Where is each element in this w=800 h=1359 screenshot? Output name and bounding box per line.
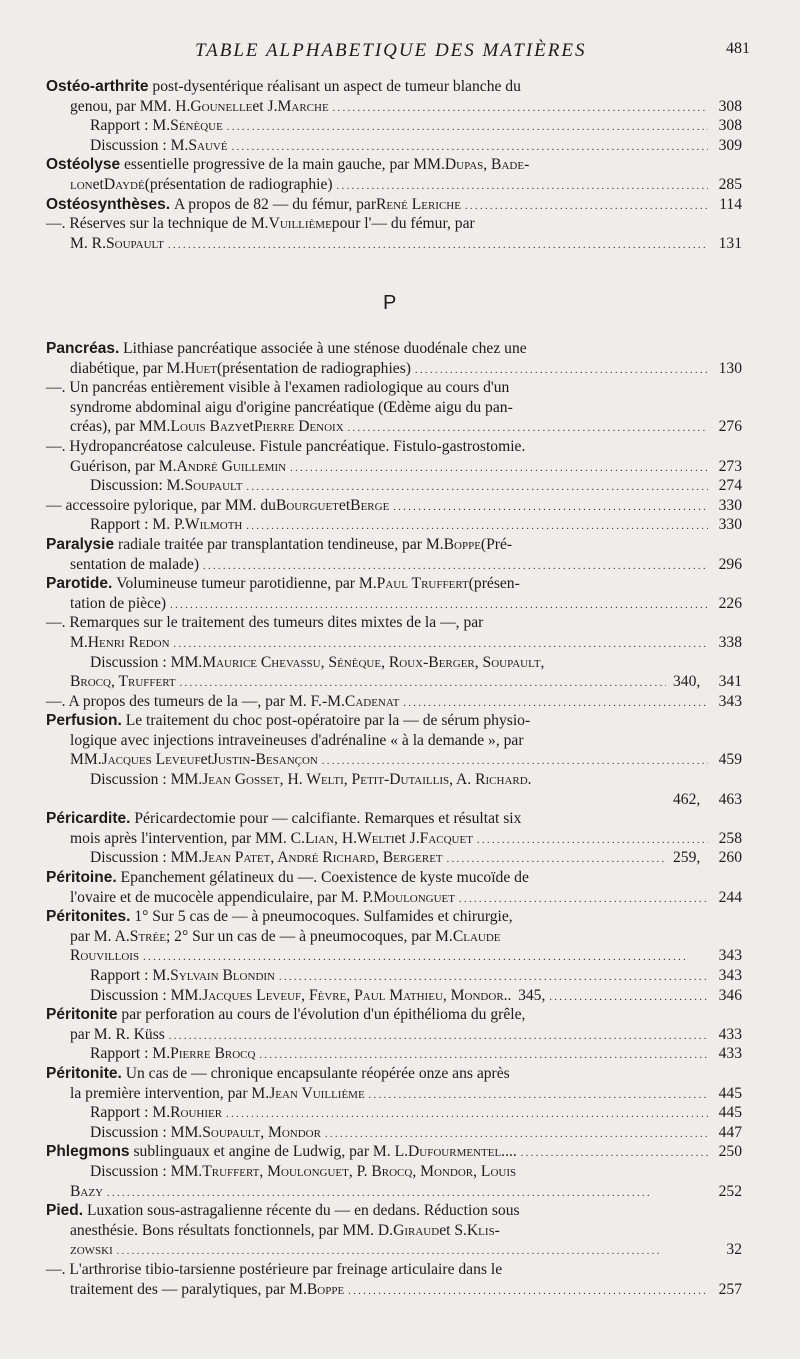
page-ref: 341 <box>718 673 742 691</box>
page-ref: 32 <box>726 1241 742 1259</box>
page-ref: 226 <box>718 594 742 612</box>
page-number: 481 <box>726 40 750 57</box>
entry-keyword: Perfusion. <box>46 712 122 730</box>
page-ref: 273 <box>718 457 742 475</box>
entry-keyword: Phlegmons <box>46 1143 130 1161</box>
entry-keyword: Péritonite <box>46 1006 118 1024</box>
page-ref: 463 <box>718 790 742 808</box>
page-ref: 447 <box>718 1123 742 1141</box>
page-ref: 345, <box>518 986 546 1004</box>
page-ref: 274 <box>718 477 742 495</box>
page-ref: 343 <box>718 947 742 965</box>
page-ref: 343 <box>718 692 742 710</box>
index-entry: Ostéolyse essentielle progressive de la main gauche, par MM. Dupas, Bade- lon et Daydé (présentation de radiographie) . . . 285 <box>46 155 742 194</box>
index-entry: Pied. Luxation sous-astragalienne récente du — en dedans. Réduction sous anesthésie. Bons résultats fonctionnels, par MM. D. Giraud et S. Klis- zowski . . . 32 —. L'arthrorise tibio-tarsienne postérieure par freinage articulaire dans le traitement des — paralytiques, par M. Boppe . . . 257 <box>46 1201 742 1299</box>
page-ref: 338 <box>718 633 742 651</box>
page-header <box>150 40 750 64</box>
index-entry: Péritoine. Epanchement gélatineux du —. Coexistence de kyste mucoïde de l'ovaire et de mucocèle appendiculaire, par M. P. Moulonguet . . . 244 <box>46 868 742 907</box>
index-entry: Pancréas. Lithiase pancréatique associée à une sténose duodénale chez une diabétique, par M. Huet (présentation de radiographies) . . . 130 —. Un pancréas entièrement visible à l'examen radiologique au cours d'un syndrome abdominal aigu d'origine pancréatique (Œdème aigu du pan- créas), par MM. Louis Bazy et Pierre Denoix . . . 276 —. Hydropancréatose calculeuse. Fistule pancréatique. Fistulo-gastrostomie. Guérison, par M. André Guillemin . . . 273 Discussion: M. Soupault . . . 274 — accessoire pylorique, par MM. du Bourguet et Berge . . . 330 Rapport : M. P. Wilmoth . . . 330 <box>46 339 742 535</box>
entry-keyword: Ostéosynthèses. <box>46 195 171 213</box>
page-ref: 285 <box>718 175 742 193</box>
page-ref: 330 <box>718 496 742 514</box>
page-ref: 259, <box>673 849 701 867</box>
entry-keyword: Péritoine. <box>46 869 117 887</box>
entry-keyword: Pied. <box>46 1202 84 1220</box>
page-ref: 308 <box>718 97 742 115</box>
index-entry: Péritonite par perforation au cours de l'évolution d'un épithélioma du grêle, par M. R. Küss . . . 433 Rapport : M. Pierre Brocq . . . 433 <box>46 1005 742 1064</box>
page-ref: 433 <box>718 1045 742 1063</box>
entry-keyword: Péricardite. <box>46 810 131 828</box>
page-ref: 276 <box>718 418 742 436</box>
page-ref: 296 <box>718 555 742 573</box>
index-p-block <box>46 339 742 1299</box>
page-ref: 308 <box>718 117 742 135</box>
index-entry: Paralysie radiale traitée par transplantation tendineuse, par M. Boppe (Pré- sentation de malade) . . . 296 <box>46 535 742 574</box>
running-title: TABLE ALPHABETIQUE DES MATIÈRES <box>195 40 587 61</box>
page-ref: 131 <box>718 234 742 252</box>
page-ref: 445 <box>718 1104 742 1122</box>
page-ref: 252 <box>718 1182 742 1200</box>
index-entry: Ostéosynthèses. A propos de 82 — du fémur, par René Leriche . . . 114 —. Réserves sur la technique de M. Vuillième pour l'— du fémur, par M. R. Soupault . . . 131 <box>46 195 742 254</box>
index-entry: Péricardite. Péricardectomie pour — calcifiante. Remarques et résultat six mois après l'intervention, par MM. C. Lian , H. Welti et J. Facquet . . . 258 Discussion : MM. Jean Patet, André Richard, Bergeret . . . 259, 260 <box>46 809 742 868</box>
page-ref: 309 <box>718 136 742 154</box>
section-letter: P <box>383 292 397 314</box>
page-ref: 445 <box>718 1084 742 1102</box>
page-ref: 258 <box>718 829 742 847</box>
entry-keyword: Pancréas. <box>46 340 120 357</box>
page-ref: 433 <box>718 1025 742 1043</box>
page-ref: 250 <box>718 1143 742 1161</box>
index-entry: Péritonite. Un cas de — chronique encapsulante réopérée onze ans après la première intervention, par M. Jean Vuillième . . . 445 Rapport : M. Rouhier . . . 445 Discussion : MM. Soupault, Mondor . . . 447 <box>46 1064 742 1142</box>
entry-keyword: Ostéo-arthrite <box>46 78 149 95</box>
page-ref: 346 <box>718 986 742 1004</box>
index-entry: Ostéo-arthrite post-dysentérique réalisant un aspect de tumeur blanche du genou, par MM. H. Gounelle et J. Marche . . . 308 Rapport : M. Sénèque . . . 308 Discussion : M. Sauvé . . . 309 <box>46 77 742 155</box>
index-entry: Phlegmons sublinguaux et angine de Ludwig, par M. L. Dufourmentel.... . . . 250 Discussion : MM. Truffert, Moulonguet, P. Brocq, Mondor, Louis Bazy . . . 252 <box>46 1142 742 1201</box>
index-entry: Perfusion. Le traitement du choc post-opératoire par la — de sérum physio- logique avec injections intraveineuses d'adrénaline « à la demande », par MM. Jacques Leveuf et Justin-Besançon . . . 459 Discussion : MM. Jean Gosset, H. Welti, Petit-Dutaillis, A. Richard. 462, 463 <box>46 711 742 809</box>
entry-keyword: Ostéolyse <box>46 156 121 174</box>
page-ref: 114 <box>719 195 742 213</box>
index-top-block <box>46 77 742 253</box>
entry-keyword: Parotide. <box>46 575 113 593</box>
page-ref: 459 <box>718 751 742 769</box>
entry-keyword: Péritonite. <box>46 1064 122 1082</box>
entry-keyword: Péritonites. <box>46 908 131 926</box>
page-ref: 257 <box>718 1280 742 1298</box>
page-ref: 340, <box>673 673 701 691</box>
page-ref: 244 <box>718 888 742 906</box>
entry-keyword: Paralysie <box>46 535 115 553</box>
page-ref: 343 <box>718 967 742 984</box>
page-ref: 260 <box>718 849 742 867</box>
page-ref: 130 <box>718 359 742 377</box>
page-ref: 462, <box>673 790 701 808</box>
index-entry: Péritonites. 1° Sur 5 cas de — à pneumocoques. Sulfamides et chirurgie, par M. A. Strée ; 2° Sur un cas de — à pneumocoques, par M. Claude Rouvillois . . . 343 Rapport : M. Sylvain Blondin . . . 343 Discussion : MM. Jacques Leveuf, Fèvre, Paul Mathieu, Mondor.. 345, . . . 346 <box>46 907 742 1005</box>
page-ref: 330 <box>718 516 742 534</box>
index-entry: Parotide. Volumineuse tumeur parotidienne, par M. Paul Truffert (présen- tation de pièce) . . . 226 —. Remarques sur le traitement des tumeurs dites mixtes de la —, par M. Henri Redon . . . 338 Discussion : MM. Maurice Chevassu, Sénèque, Roux-Berger, Soupault, Brocq, Truffert . . . 340, 341 —. A propos des tumeurs de la —, par M. F.-M. Cadenat . . . 343 <box>46 574 742 711</box>
